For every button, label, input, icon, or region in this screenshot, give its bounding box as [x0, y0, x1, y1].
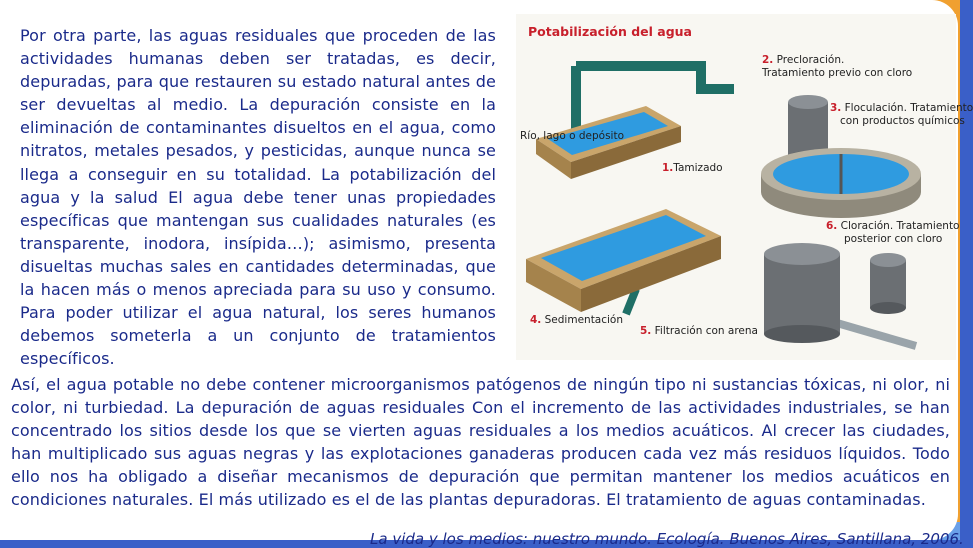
potabilization-diagram [516, 14, 973, 360]
citation: La vida y los medios: nuestro mundo. Ecología. Buenos Aires, Santillana, 2006. [370, 530, 964, 548]
sedimentation-basin [526, 209, 721, 312]
chloration-tank [870, 253, 906, 314]
step-2-label: 2. Precloración. Tratamiento previo con cloro [762, 54, 913, 79]
source-label: Río, lago o depósito [520, 130, 624, 142]
diagram-title: Potabilización del agua [528, 24, 692, 39]
step-6-label: 6. Cloración. Tratamiento posterior con cloro [826, 220, 960, 245]
pipe-top [576, 66, 734, 89]
step-1-label: 1.Tamizado [662, 162, 723, 174]
flocculation-tank [761, 148, 921, 218]
sand-filter-tank [764, 243, 840, 343]
step-3-label: 3. Floculación. Tratamiento con productos químicos [830, 102, 973, 127]
intro-paragraph: Por otra parte, las aguas residuales que proceden de las actividades humanas deben ser tratadas, es decir, depuradas, para que restauren su estado natural antes de ser devueltas al medio. La depuración consiste en la eliminación de contaminantes disueltos en el agua, como nitratos, metales pesados, y pesticidas, aunque nunca se llega a conseguir en su totalidad. La potabilización del agua y la salud El agua debe tener unas propiedades específicas que mantengan sus cualidades naturales (es transparente, inodora, insípida…); asimismo, presenta disueltas muchas sales en cantidades determinadas, que la hacen más o menos apreciada para su uso y consumo. Para poder utilizar el agua natural, los seres humanos debemos someterla a un conjunto de tratamientos específicos. [20, 26, 496, 369]
step-5-label: 5. Filtración con arena [640, 325, 758, 337]
step-4-label: 4. Sedimentación [530, 314, 624, 326]
body-paragraph: Así, el agua potable no debe contener microorganismos patógenos de ningún tipo ni sustancias tóxicas, ni olor, ni color, ni turbiedad. La depuración de aguas residuales Con el incremento de las actividades industriales, se han concentrado los sitios desde los que se vierten aguas residuales a los medios acuáticos. Al crecer las ciudades, han multiplicado sus aguas negras y las explotaciones ganaderas producen cada vez más residuos líquidos. Todo ello nos ha obligado a diseñar mecanismos de depuración que permitan mantener los medios acuáticos en condiciones naturales. El más utilizado es el de las plantas depuradoras. El tratamiento de aguas contaminadas. [11, 375, 950, 510]
